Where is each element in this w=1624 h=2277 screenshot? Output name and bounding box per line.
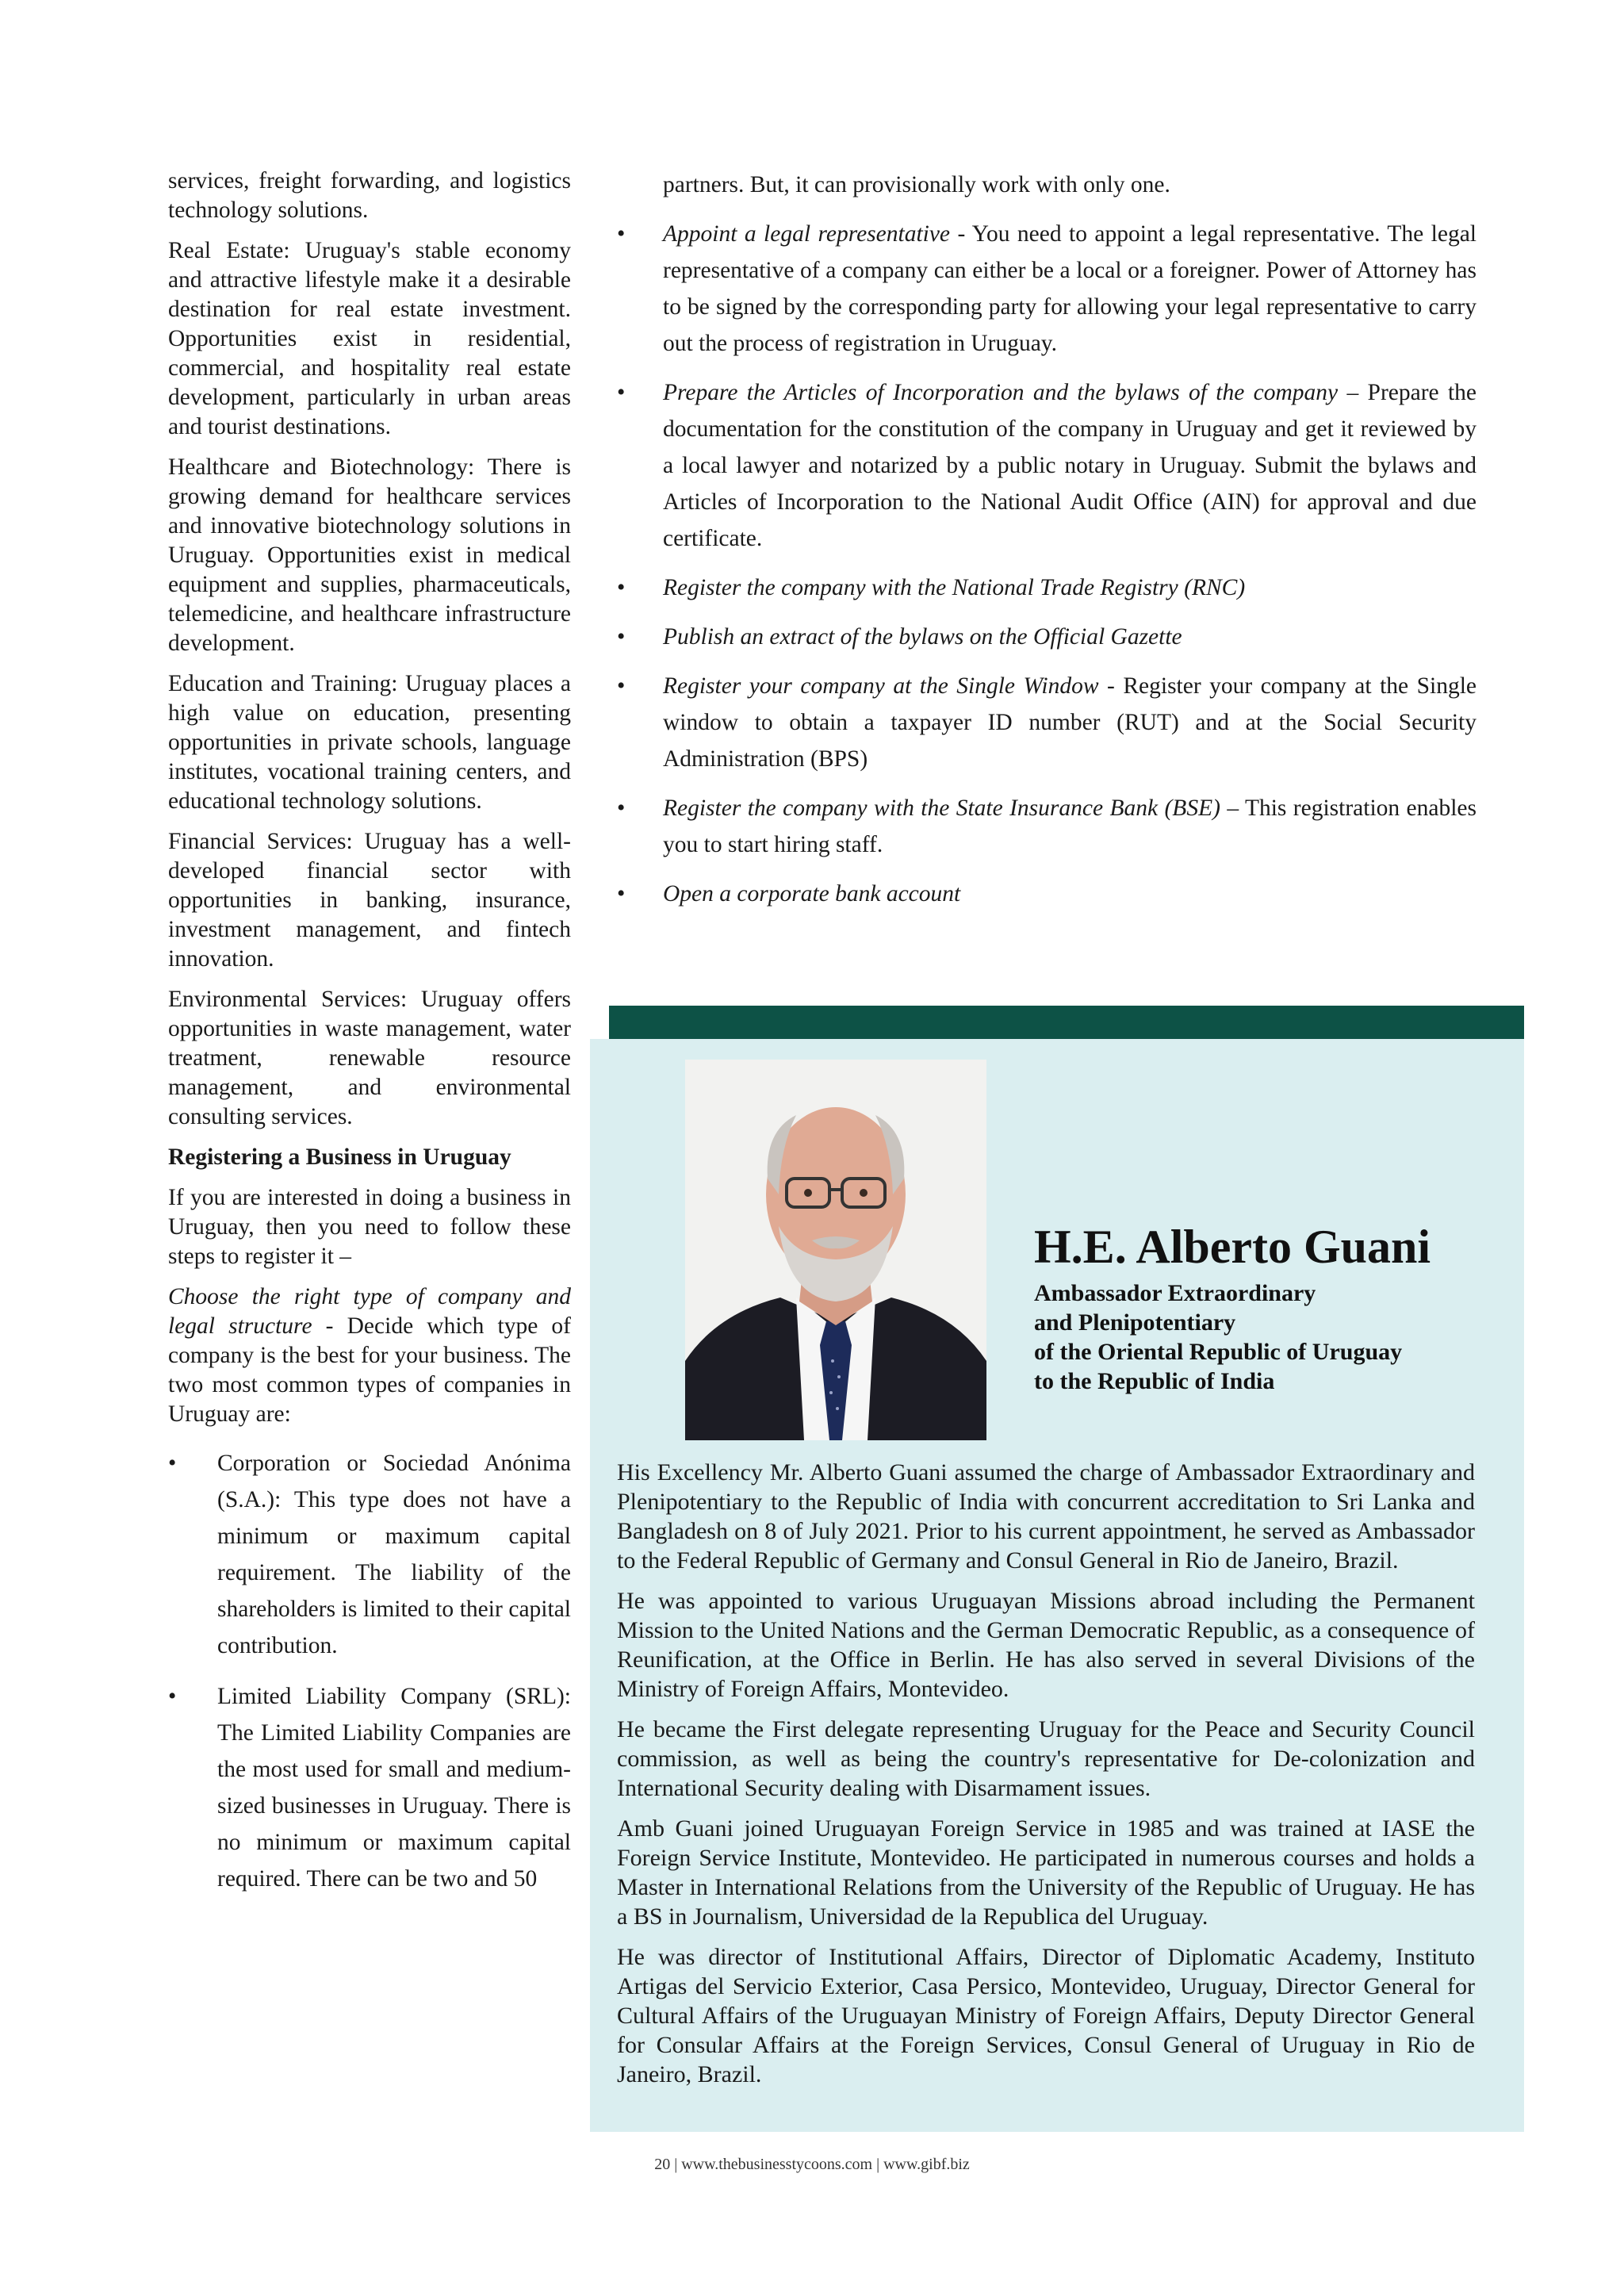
left-column [168, 167, 571, 1911]
list-item [615, 790, 1477, 863]
sector-financial: Financial Services: Uruguay has a well-developed financial sector with opportunities in banking, insurance, investment management, and fintech innovation. [168, 829, 571, 972]
sector-real-estate: Real Estate: Uruguay's stable economy and attractive lifestyle make it a desirable destination for real estate investment. Opportunities exist in residential, commercial, and hospitality real estate development, particularly in urban areas and tourist destinations. [168, 238, 571, 439]
sector-healthcare: Healthcare and Biotechnology: There is growing demand for healthcare services and innovative biotechnology solutions in Uruguay. Opportunities exist in medical equipment and supplies, pharmaceuticals, telemedicine, and healthcare infrastructure development. [168, 454, 571, 656]
title-line: of the Oriental Republic of Uruguay [1034, 1339, 1403, 1365]
step-text: - Register your company at the Single window to obtain a taxpayer ID number (RUT) and at the Social Security Administration (BPS) [663, 673, 1477, 772]
continuation-text: partners. But, it can provisionally work with only one. [663, 172, 1170, 197]
sector-education: Education and Training: Uruguay places a high value on education, presenting opportunities in private schools, language institutes, vocational training centers, and educational technology solutions. [168, 671, 571, 814]
profile-header-bar [609, 1006, 1524, 1039]
list-item [615, 216, 1477, 362]
page-footer: 20 | www.thebusinesstycoons.com | www.gibf.biz [654, 2156, 970, 2173]
title-line: Ambassador Extraordinary [1034, 1280, 1316, 1306]
step-title: Register the company with the State Insurance Bank (BSE) [663, 795, 1220, 821]
bullet-icon: • [617, 624, 626, 650]
bullet-icon: • [168, 1684, 177, 1709]
choose-structure-italic: Choose the right type of company and legal structure [168, 1284, 571, 1339]
sector-environmental: Environmental Services: Uruguay offers opportunities in waste management, water treatment, renewable resource management, and environmental consulting services. [168, 987, 571, 1129]
company-types-list [168, 1445, 571, 1897]
portrait-photo-icon [685, 1060, 986, 1440]
bullet-icon: • [617, 221, 626, 247]
step-text: - You need to appoint a legal representative. The legal representative of a company can either be a local or a foreigner. Power of Attorney has to be signed by the corresponding party for allowing your legal representative to carry out the process of registration in Uruguay. [663, 221, 1477, 356]
title-line: to the Republic of India [1034, 1368, 1275, 1394]
company-type-text: Limited Liability Company (SRL): The Limited Liability Companies are the most used for small and medium-sized businesses in Uruguay. There is no minimum or maximum capital required. There can be two and 50 [217, 1684, 571, 1892]
bio-paragraph: He was director of Institutional Affairs, Director of Diplomatic Academy, Instituto Artigas del Servicio Exterior, Casa Persico, Montevideo, Uruguay, Director General for Cultural Affairs of the Uruguayan Ministry of Foreign Affairs, Deputy Director General for Consular Affairs at the Foreign Services, Consul General of Uruguay in Rio de Janeiro, Brazil. [617, 1944, 1475, 2087]
right-column [615, 167, 1477, 925]
step-title: Open a corporate bank account [663, 881, 961, 907]
bullet-icon: • [617, 575, 626, 600]
sector-services-tail: services, freight forwarding, and logistics technology solutions. [168, 168, 571, 223]
step-text: – Prepare the documentation for the constitution of the company in Uruguay and get it reviewed by a local lawyer and notarized by a public notary in Uruguay. Submit the bylaws and Articles of Incorporation to the National Audit Office (AIN) for approval and due certificate. [663, 380, 1477, 551]
choose-structure-rest: - Decide which type of company is the best for your business. The two most common types of companies in Uruguay are: [168, 1313, 571, 1427]
bio-paragraph: His Excellency Mr. Alberto Guani assumed the charge of Ambassador Extraordinary and Plenipotentiary to the Republic of India with concurrent accreditation to Sri Lanka and Bangladesh on 8 of July 2021. Prior to his current appointment, he served as Ambassador to the Federal Republic of Germany and Consul General in Rio de Janeiro, Brazil. [617, 1459, 1475, 1574]
bio-paragraph: He was appointed to various Uruguayan Missions abroad including the Permanent Mission to the United Nations and the German Democratic Republic, as a consequence of Reunification, at the Office in Berlin. He has also served in several Divisions of the Ministry of Foreign Affairs, Montevideo. [617, 1588, 1475, 1702]
list-item [615, 374, 1477, 557]
section-heading: Registering a Business in Uruguay [168, 1144, 511, 1170]
ambassador-name: H.E. Alberto Guani [1034, 1221, 1431, 1273]
register-intro: If you are interested in doing a business in Uruguay, then you need to follow these steps to register it – [168, 1185, 571, 1269]
ambassador-portrait [685, 1060, 986, 1440]
bullet-icon: • [617, 795, 626, 821]
title-line: and Plenipotentiary [1034, 1309, 1236, 1336]
bio-paragraph: He became the First delegate representing Uruguay for the Peace and Security Council commission, as well as being the country's representative for De-colonization and International Security dealing with Disarmament issues. [617, 1716, 1475, 1801]
ambassador-bio [617, 1458, 1475, 2100]
bullet-icon: • [617, 881, 626, 907]
list-item [615, 876, 1477, 912]
list-item [168, 1445, 571, 1664]
ambassador-titles [1034, 1278, 1402, 1396]
step-title: Register the company with the National Trade Registry (RNC) [663, 575, 1246, 600]
step-title: Appoint a legal representative [663, 221, 951, 247]
list-item [615, 619, 1477, 655]
choose-structure [168, 1282, 571, 1429]
registration-steps-list [615, 216, 1477, 912]
bullet-icon: • [617, 673, 626, 699]
step-text: – This registration enables you to start hiring staff. [663, 795, 1477, 857]
step-title: Publish an extract of the bylaws on the Official Gazette [663, 624, 1182, 650]
bullet-icon: • [168, 1451, 177, 1476]
bullet-icon: • [617, 380, 626, 405]
step-title: Register your company at the Single Window [663, 673, 1099, 699]
step-title: Prepare the Articles of Incorporation and the bylaws of the company [663, 380, 1339, 405]
list-item [615, 569, 1477, 606]
list-item [615, 668, 1477, 777]
list-item [168, 1678, 571, 1897]
company-type-text: Corporation or Sociedad Anónima (S.A.): This type does not have a minimum or maximum capital requirement. The liability of the shareholders is limited to their capital contribution. [217, 1451, 571, 1658]
bio-paragraph: Amb Guani joined Uruguayan Foreign Service in 1985 and was trained at IASE the Foreign Service Institute, Montevideo. He participated in numerous courses and holds a Master in International Relations from the University of the Republic of Uruguay. He has a BS in Journalism, Universidad de la Republica del Uruguay. [617, 1815, 1475, 1930]
